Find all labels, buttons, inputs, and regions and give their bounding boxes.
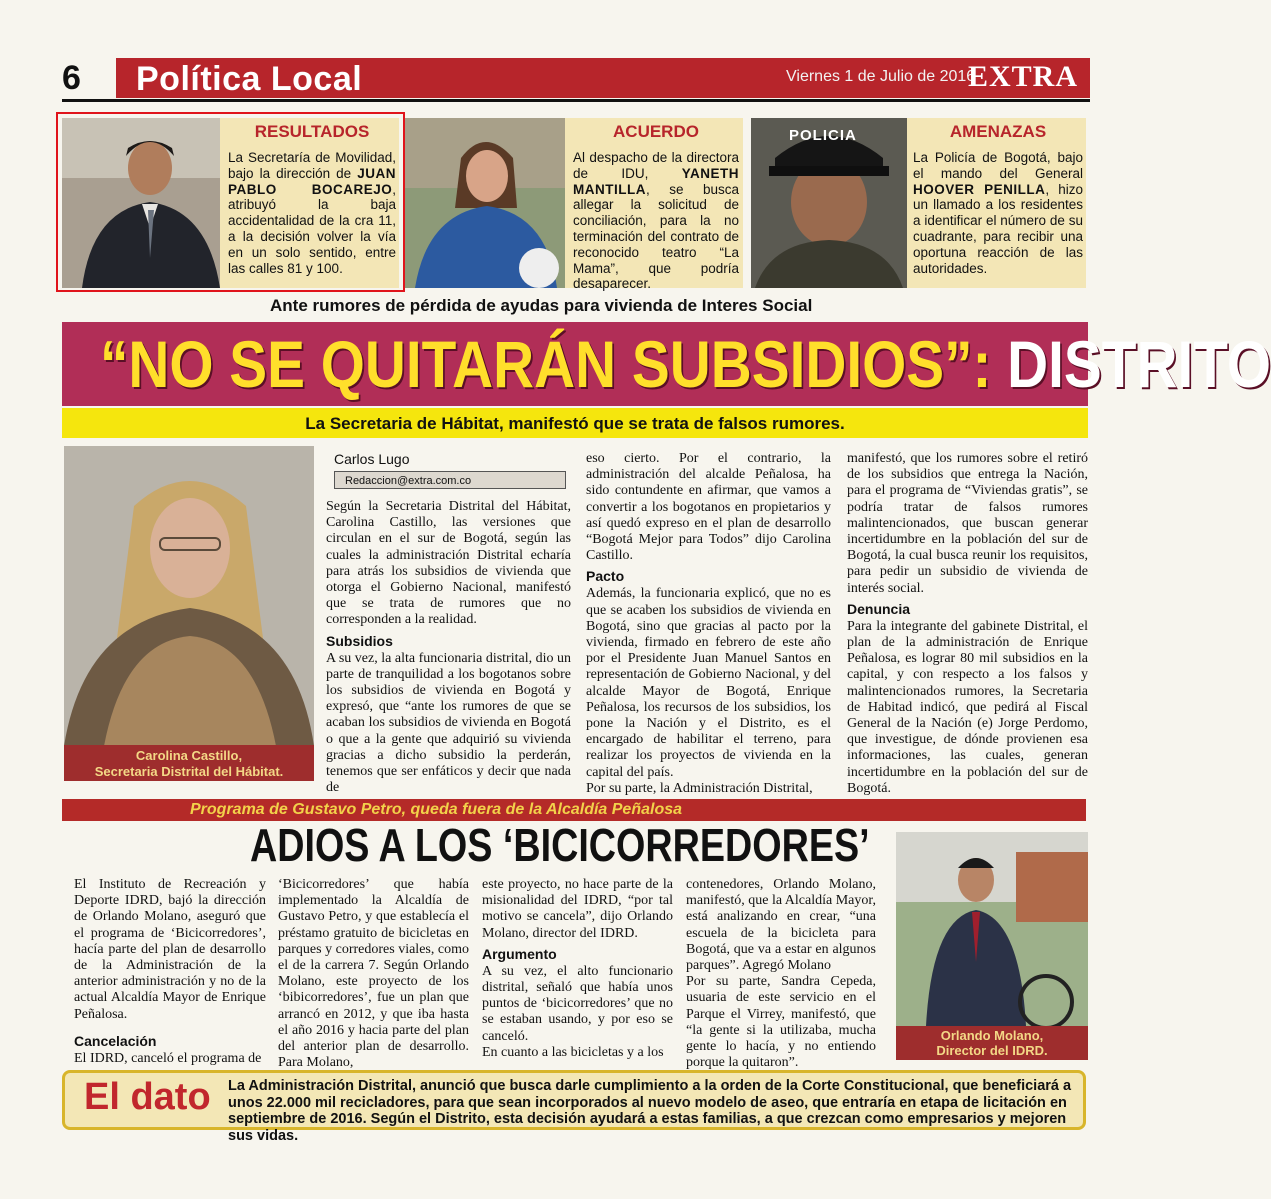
extra-logo: EXTRA [968, 60, 1079, 93]
brief-kicker: AMENAZAS [949, 122, 1047, 141]
author-email: Redaccion@extra.com.co [334, 471, 566, 489]
brief-text: La Secretaría de Movilidad, bajo la dirección de [228, 150, 396, 181]
paragraph: este proyecto, no hace parte de la misionalidad del IDRD, “por tal motivo se cancela”, dijo Orlando Molano, director del IDRD. [482, 877, 673, 941]
brief-acuerdo-text [573, 118, 739, 292]
headline: ADIOS A LOS ‘BICICORREDORES’ [250, 819, 870, 871]
article-column-1 [74, 877, 266, 1067]
article-kicker: Ante rumores de pérdida de ayudas para vivienda de Interes Social [270, 296, 813, 315]
section-title: Política Local [136, 60, 363, 98]
article-column-4 [686, 877, 876, 1071]
headline-quote: “NO SE QUITARÁN SUBSIDIOS”: [100, 327, 1008, 401]
headline [100, 322, 1271, 406]
subhead: Subsidios [326, 632, 393, 649]
photo-caption [64, 745, 314, 781]
penilla-photo [751, 118, 907, 288]
mantilla-photo [405, 118, 565, 288]
paragraph: Para la integrante del gabinete Distrital, el plan de la administración de Enrique Peñalosa, es lograr 80 mil subsidios en la capital, y con respecto a los falsos y malintencionados rumores, la Secretaria de Habitad indicó, que pedirá al Fiscal General de la Nación (e) Jorge Perdomo, que investigue, de dónde provienen esa informaciones, las cuales, generan incertidumbre en la población del sur de Bogotá. [847, 618, 1088, 796]
article-column-1 [326, 499, 571, 796]
brief-acuerdo [405, 118, 743, 292]
el-dato-label: El dato [84, 1076, 211, 1118]
paragraph: contenedores, Orlando Molano, manifestó, que la Alcaldía Mayor, está analizando en crear, “una escuela de la bicicleta para Bogotá, que va a estar en algunos parques”. Agregó Molano [686, 877, 876, 974]
cap-text: POLICIA [789, 127, 857, 144]
paragraph: El IDRD, canceló el programa de [74, 1050, 262, 1066]
brief-kicker: RESULTADOS [254, 122, 370, 141]
paragraph: En cuanto a las bicicletas y a los [482, 1044, 664, 1060]
paragraph: Por su parte, Sandra Cepeda, usuaria de este servicio en el Parque el Virrey, manifestó, que “la gente si la utilizaba, mucha gente lo hacía, y no entiendo porque la quitaron”. [686, 974, 876, 1071]
article-column-3 [847, 451, 1088, 797]
brief-text: , hizo un llamado a los residentes a identificar el número de su cuadrante, para recibir una oportuna reacción de las autoridades. [913, 181, 1083, 276]
brief-kicker: ACUERDO [613, 122, 699, 141]
paragraph: Según la Secretaria Distrital del Hábitat, Carolina Castillo, las versiones que circulan en el sur de Bogotá, según las cuales la administración Distrital echaría para atrás los subsidios de vivienda que otorga el Gobierno Nacional, manifestó que se trata de rumores que no corresponden a la realidad. [326, 499, 571, 628]
photo-caption [896, 1026, 1088, 1060]
brief-text: , atribuyó la baja accidentalidad de la cra 11, a la decisión volver la vía en un solo sentido, entre las calles 81 y 100. [228, 181, 396, 276]
issue-date: Viernes 1 de Julio de 2016 [786, 68, 976, 85]
brief-text: , se busca allegar la solicitud de conciliación, para la no terminación del contrato de reconocido teatro “La Mama”, que podría desaparecer. [573, 181, 739, 292]
brief-amenazas [751, 118, 1086, 288]
article-kicker: Programa de Gustavo Petro, queda fuera de la Alcaldía Peñalosa [190, 801, 683, 818]
caption-line: Orlando Molano, [940, 1028, 1044, 1043]
article-column-3 [482, 877, 673, 1061]
castillo-portrait-icon [64, 446, 314, 746]
article-column-2 [586, 451, 831, 797]
headline-tail: DISTRITO [1007, 327, 1271, 401]
subhead: Argumento [482, 945, 557, 962]
subhead: Denuncia [847, 600, 911, 617]
paragraph: Además, la funcionaria explicó, que no es que se acaben los subsidios de vivienda en Bogotá, sino que gracias al pacto por la vivienda, firmado en febrero de este año por el Presidente Juan Manuel Santos en representación de Gobierno Nacional, y del alcalde Mayor de Bogotá, Enrique Peñalosa, los recursos de los subsidios, los pone la Nación y el Distrito, es el encargado de habilitar el terreno, para realizar los proyectos de vivienda en la capital del país. [586, 586, 831, 780]
deck: La Secretaria de Hábitat, manifestó que se trata de falsos rumores. [305, 414, 845, 433]
brief-text: La Policía de Bogotá, bajo el mando del General [913, 150, 1083, 181]
paragraph: eso cierto. Por el contrario, la administración del alcalde Peñalosa, ha sido contundente en afirmar, que vamos a convertir a los bogotanos en propietarios y así quedó expreso en el plan de desarrollo “Bogotá Mejor para Todos” dijo Carolina Castillo. [586, 451, 831, 564]
header-rule [62, 99, 1090, 102]
paragraph: A su vez, la alta funcionaria distrital, dio un parte de tranquilidad a los bogotanos sobre los subsidios de vivienda en Bogotá y expresó, que “ante los rumores de que se acaban los subsidios de vivienda en Bogotá o que a la gente que adquirió su vivienda gracias a dicho subsidio la perderán, tenemos que ser enfáticos y decir que nada de [326, 650, 571, 796]
caption-line: Carolina Castillo, [135, 748, 243, 763]
subhead: Pacto [586, 568, 625, 585]
caption-line: Secretaria Distrital del Hábitat. [94, 764, 284, 779]
molano-portrait-icon [896, 832, 1088, 1026]
molano-photo [896, 832, 1088, 1026]
subhead: Cancelación [74, 1032, 157, 1049]
paragraph: El Instituto de Recreación y Deporte IDRD, bajó la dirección de Orlando Molano, aseguró que el programa de ‘Bicicorredores’, hacía parte del plan de desarrollo de la Administración de la anterior administración y no de la actual Alcaldía Mayor de Enrique Peñalosa. [74, 877, 266, 1022]
brief-amenazas-text [913, 118, 1083, 288]
paragraph: manifestó, que los rumores sobre el retiró de los subsidios que entrega la Nación, para el programa de “Viviendas gratis”, se podría tratar de falsos rumores malintencionados, que buscan generar incertidumbre en la población del sur de Bogotá, la cual busca reunir los requisitos, para pedir un subsidio de vivienda de interés social. [847, 451, 1088, 596]
paragraph: ‘Bicicorredores’ que había implementado la Alcaldía de Gustavo Petro, y que establecía el préstamo gratuito de bicicletas en parques y corredores viales, como el de la carrera 7. Según Orlando Molano, este proyecto de los ‘bibicorredores’, fue un plan que arrancó en 2012, y que iba hasta el año 2016 y hacia parte del plan del anterior plan de desarrollo. Para Molano, [278, 877, 469, 1071]
mantilla-portrait-icon [405, 118, 565, 288]
page-number: 6 [62, 59, 81, 97]
brief-name: JUAN PABLO BOCAREJO [228, 165, 396, 197]
castillo-photo [64, 446, 314, 746]
highlight-frame [56, 112, 405, 292]
caption-line: Director del IDRD. [936, 1043, 1048, 1058]
article-column-2 [278, 877, 469, 1071]
brief-name: HOOVER PENILLA [913, 181, 1046, 197]
brief-text: Al despacho de la directora de IDU, [573, 150, 739, 181]
el-dato-text: La Administración Distrital, anunció que busca darle cumplimiento a la orden de la Corte Constitucional, que beneficiará a unos 22.000 mil recicladores, para que sean incorporados al nuevo modelo de aseo, que entraría en etapa de licitación en septiembre de 2016. Según el Distrito, esta decisión ayudará a estas familias, a que crezcan como empresarios y mejoren sus vidas. [228, 1078, 1072, 1144]
paragraph: Por su parte, la Administración Distrital, [586, 780, 813, 796]
paragraph: A su vez, el alto funcionario distrital, señaló que había unos puntos de ‘bicicorredores’ que no se estaban usando, y por eso se canceló. [482, 963, 673, 1044]
brief-name: YANETH MANTILLA [573, 165, 739, 197]
byline: Carlos Lugo [334, 451, 410, 467]
